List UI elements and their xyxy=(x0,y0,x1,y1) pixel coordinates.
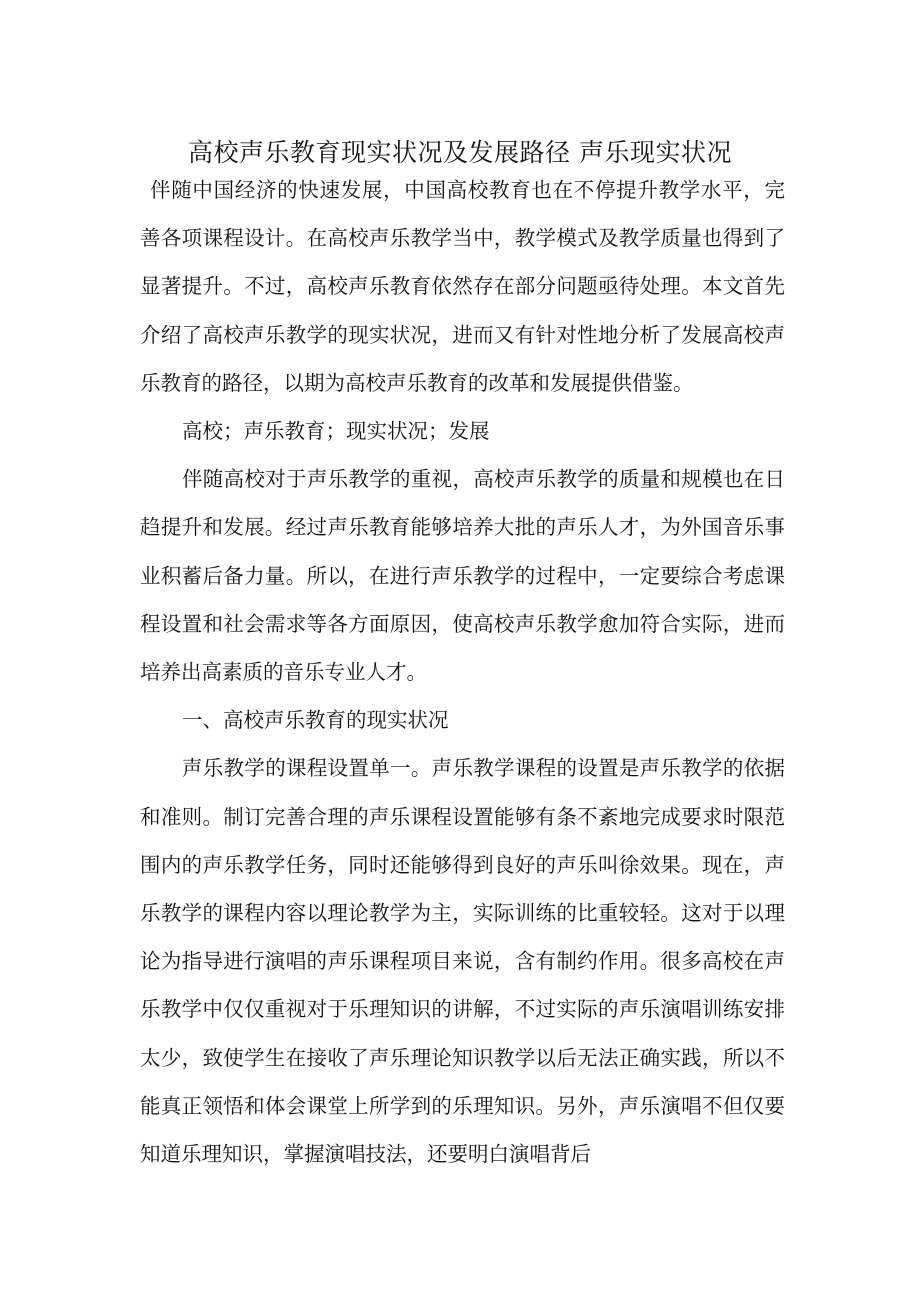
section-heading: 一、高校声乐教育的现实状况 xyxy=(182,708,449,733)
introduction-paragraph: 伴随高校对于声乐教学的重视，高校声乐教学的质量和规模也在日趋提升和发展。经过声乐教育能够培养大批的声乐人才，为外国音乐事业积蓄后备力量。所以，在进行声乐教学的过程中，一定要综合考虑课程设置和社会需求等各方面原因，使高校声乐教学愈加符合实际，进而培养出高素质的音乐专业人才。 xyxy=(140,467,785,685)
keywords-paragraph: 高校；声乐教育；现实状况；发展 xyxy=(182,419,490,444)
abstract-paragraph: 伴随中国经济的快速发展，中国高校教育也在不停提升教学水平，完善各项课程设计。在高校声乐教学当中，教学模式及教学质量也得到了显著提升。不过，高校声乐教育依然存在部分问题亟待处理。本文首先介绍了高校声乐教学的现实状况，进而又有针对性地分析了发展高校声乐教育的路径，以期为高校声乐教育的改革和发展提供借鉴。 xyxy=(140,178,785,395)
body-paragraph: 声乐教学的课程设置单一。声乐教学课程的设置是声乐教学的依据和准则。制订完善合理的声乐课程设置能够有条不紊地完成要求时限范围内的声乐教学任务，同时还能够得到良好的声乐叫徐效果。现在，声乐教学的课程内容以理论教学为主，实际训练的比重较轻。这对于以理论为指导进行演唱的声乐课程项目来说，含有制约作用。很多高校在声乐教学中仅仅重视对于乐理知识的讲解，不过实际的声乐演唱训练安排太少，致使学生在接收了声乐理论知识教学以后无法正确实践，所以不能真正领悟和体会课堂上所学到的乐理知识。另外，声乐演唱不但仅要知道乐理知识，掌握演唱技法，还要明白演唱背后 xyxy=(140,756,785,1167)
document-body xyxy=(140,166,785,1178)
document-title: 高校声乐教育现实状况及发展路径 声乐现实状况 xyxy=(188,137,732,167)
